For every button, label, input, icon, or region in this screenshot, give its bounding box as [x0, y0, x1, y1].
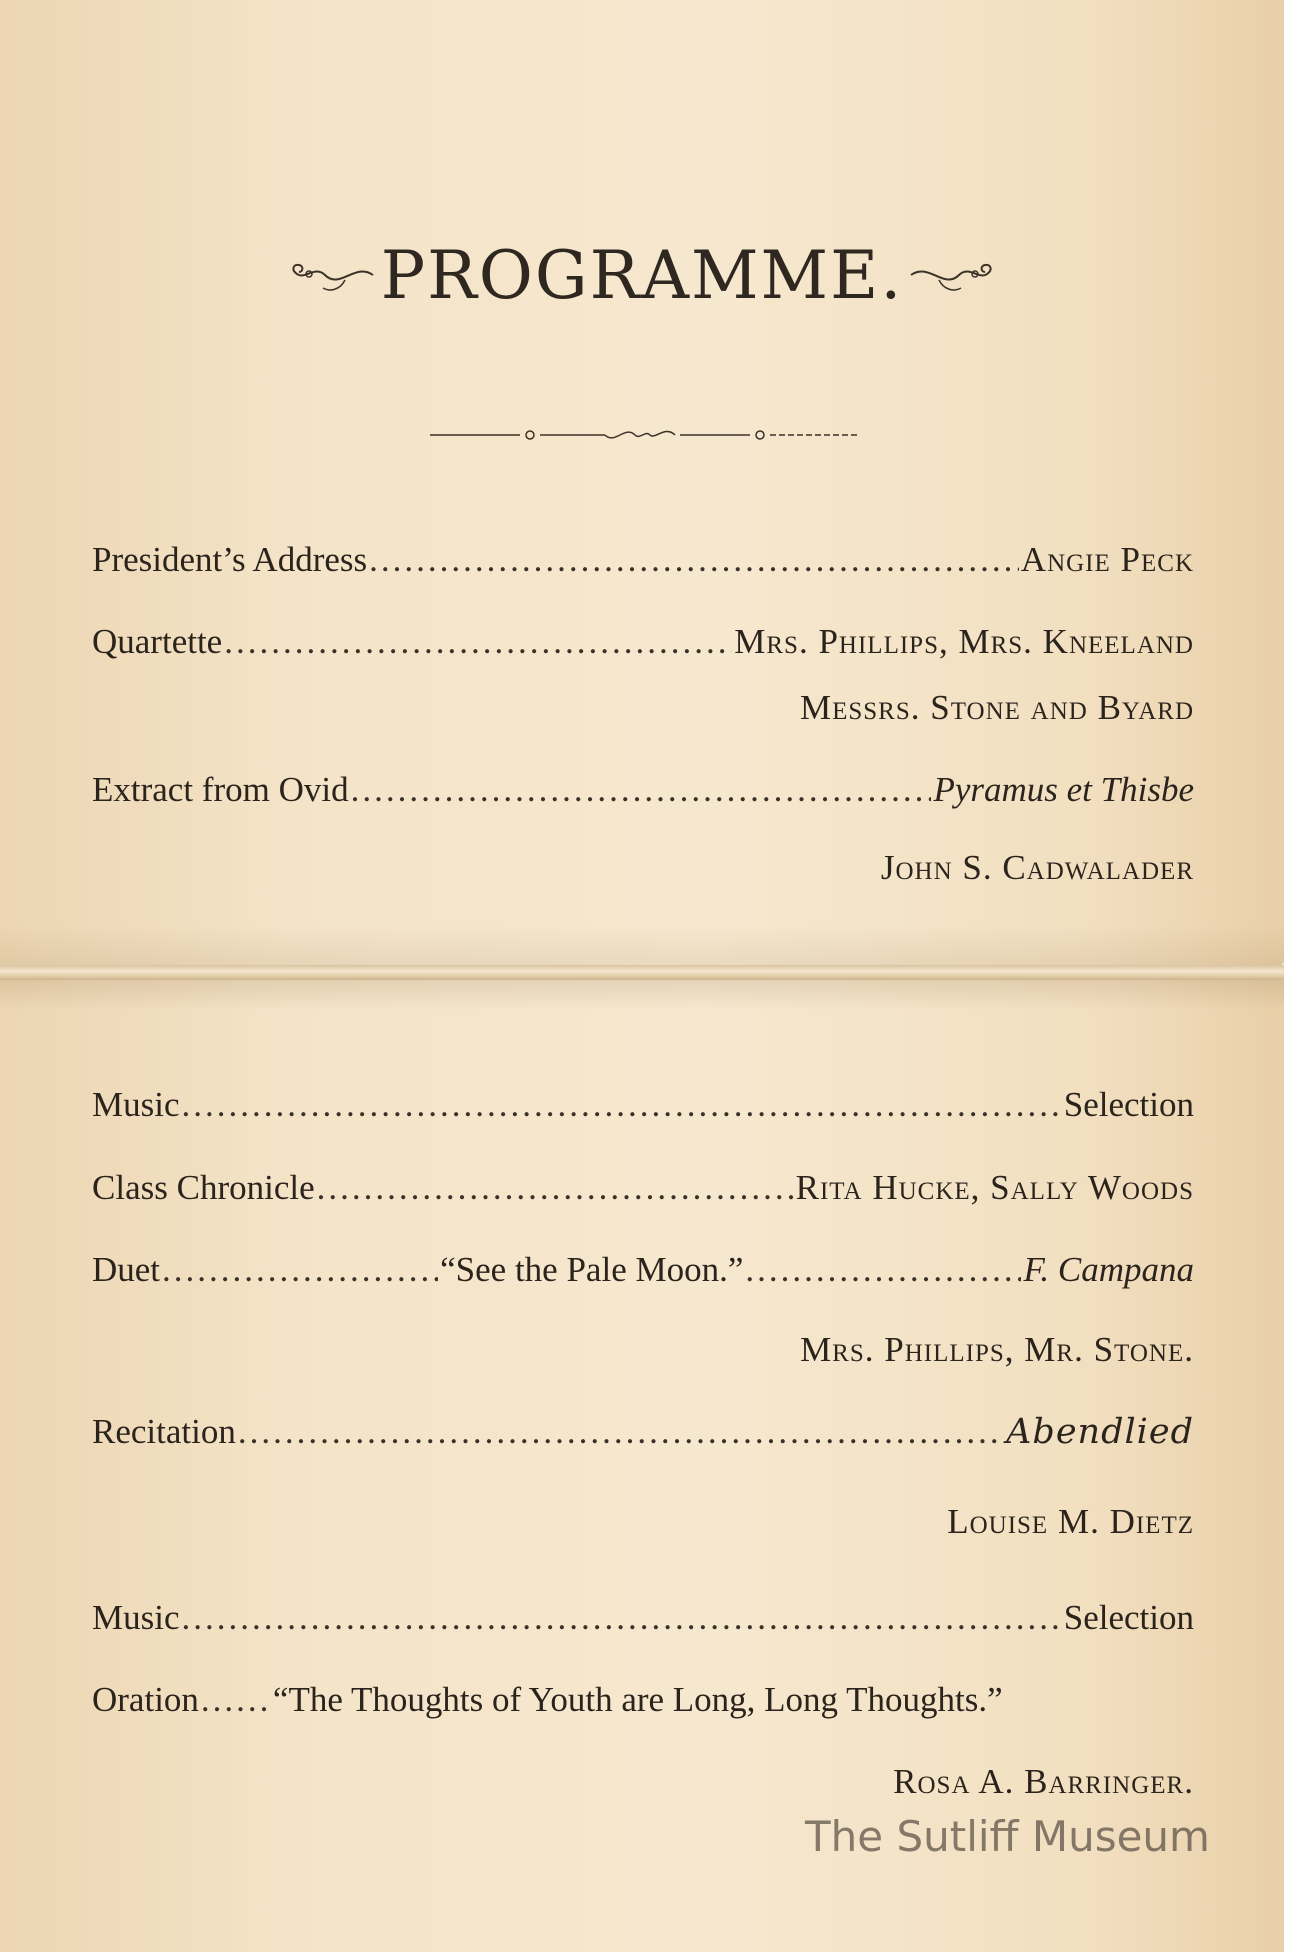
dot-leader	[162, 1250, 438, 1290]
entry-performer-continuation: Messrs. Stone and Byard	[799, 688, 1194, 727]
entry-title: Quartette	[92, 622, 223, 661]
entry-title: Music	[92, 1598, 180, 1637]
entry-performer-continuation: Mrs. Phillips, Mr. Stone.	[800, 1330, 1194, 1369]
entry-work: Selection	[1063, 1598, 1194, 1637]
entry-performer-continuation: Louise M. Dietz	[947, 1502, 1194, 1541]
programme-entry	[92, 1598, 1194, 1638]
dot-leader	[745, 1250, 1021, 1290]
entry-performer-continuation: Rosa A. Barringer.	[893, 1762, 1194, 1801]
page-title: PROGRAMME.	[380, 236, 904, 314]
programme-heading	[0, 230, 1284, 320]
programme-entry	[92, 1412, 1194, 1452]
entry-work: “The Thoughts of Youth are Long, Long Thoughts.”	[272, 1680, 1003, 1719]
ornamental-divider	[430, 420, 860, 450]
entry-composer: F. Campana	[1023, 1250, 1194, 1289]
entry-performer: Angie Peck	[1020, 540, 1194, 579]
programme-entry	[92, 1680, 1194, 1720]
entry-title: President’s Address	[92, 540, 368, 579]
entry-performer: Rita Hucke, Sally Woods	[795, 1168, 1194, 1207]
dot-leader	[238, 1412, 1004, 1452]
entry-title: Oration	[92, 1680, 199, 1719]
entry-work: Selection	[1063, 1085, 1194, 1124]
page-edge	[1284, 0, 1300, 1952]
dot-leader	[201, 1680, 271, 1720]
dot-leader	[317, 1168, 794, 1208]
entry-work: Abendlied	[1006, 1412, 1194, 1452]
dot-leader	[351, 770, 932, 810]
left-flourish-icon	[285, 250, 375, 300]
entry-title: Class Chronicle	[92, 1168, 315, 1207]
programme-entry	[92, 622, 1194, 662]
entry-title: Recitation	[92, 1412, 236, 1451]
programme-entry	[92, 540, 1194, 580]
programme-entry	[92, 770, 1194, 810]
entry-title: Duet	[92, 1250, 161, 1289]
dot-leader	[224, 622, 732, 662]
programme-entry	[92, 1085, 1194, 1125]
programme-entry	[92, 1250, 1194, 1290]
entry-title: Extract from Ovid	[92, 770, 349, 809]
programme-entry	[92, 1168, 1194, 1208]
museum-watermark: The Sutliff Museum	[805, 1812, 1210, 1861]
right-flourish-icon	[909, 250, 999, 300]
bottom-panel	[0, 980, 1284, 1952]
fold-crease	[0, 965, 1284, 980]
dot-leader	[369, 540, 1019, 580]
entry-performer-continuation: John S. Cadwalader	[880, 848, 1194, 887]
entry-title: Music	[92, 1085, 180, 1124]
entry-work: “See the Pale Moon.”	[440, 1250, 744, 1289]
dot-leader	[182, 1598, 1062, 1638]
dot-leader	[182, 1085, 1062, 1125]
entry-performer: Mrs. Phillips, Mrs. Kneeland	[734, 622, 1194, 661]
top-panel	[0, 0, 1284, 965]
entry-work: Pyramus et Thisbe	[933, 770, 1194, 809]
